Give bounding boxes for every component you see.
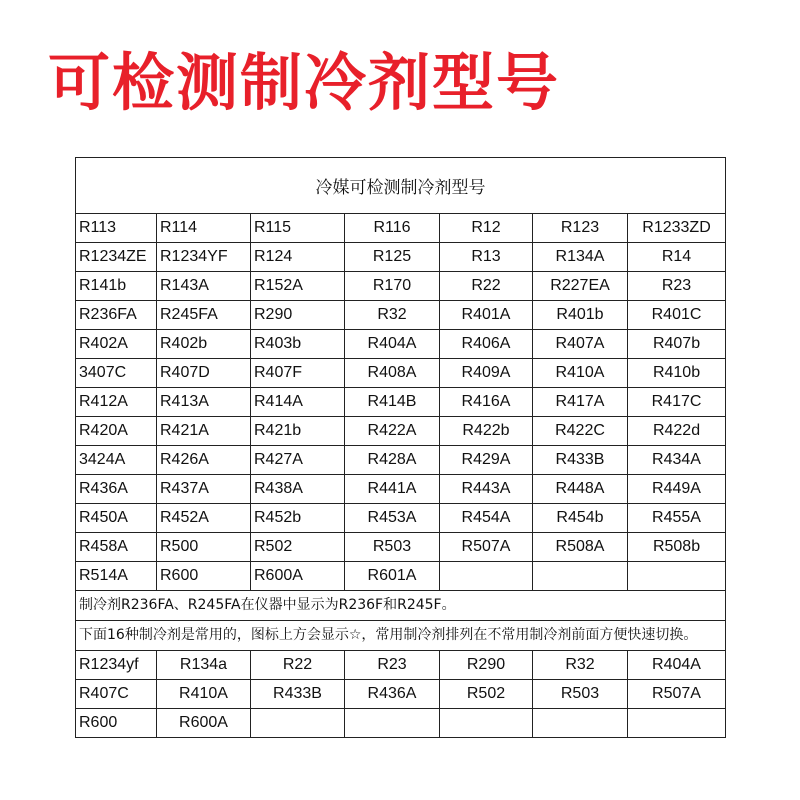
refrigerant-cell: R420A	[76, 417, 157, 446]
common-table-row	[76, 680, 726, 709]
table-row	[76, 446, 726, 475]
refrigerant-cell: R449A	[628, 475, 726, 504]
refrigerant-cell: R134A	[533, 243, 628, 272]
empty-cell	[440, 562, 533, 591]
refrigerant-cell: R236FA	[76, 301, 157, 330]
refrigerant-cell: R290	[440, 651, 533, 680]
refrigerant-cell: R452A	[157, 504, 251, 533]
refrigerant-cell: R1234ZE	[76, 243, 157, 272]
refrigerant-cell: R600	[157, 562, 251, 591]
refrigerant-cell: R245FA	[157, 301, 251, 330]
refrigerant-cell: R453A	[345, 504, 440, 533]
refrigerant-cell: R404A	[628, 651, 726, 680]
refrigerant-cell: R23	[345, 651, 440, 680]
refrigerant-cell: R152A	[251, 272, 345, 301]
refrigerant-cell: 3407C	[76, 359, 157, 388]
refrigerant-cell: R438A	[251, 475, 345, 504]
empty-cell	[440, 709, 533, 738]
table-row	[76, 562, 726, 591]
refrigerant-cell: R402b	[157, 330, 251, 359]
refrigerant-cell: R116	[345, 214, 440, 243]
refrigerant-cell: R426A	[157, 446, 251, 475]
refrigerant-cell: R429A	[440, 446, 533, 475]
refrigerant-cell: R412A	[76, 388, 157, 417]
refrigerant-cell: R407C	[76, 680, 157, 709]
refrigerant-cell: R427A	[251, 446, 345, 475]
refrigerant-cell: R437A	[157, 475, 251, 504]
note-display-names: 制冷剂R236FA、R245FA在仪器中显示为R236F和R245F。	[76, 591, 726, 621]
refrigerant-table	[75, 157, 726, 738]
refrigerant-cell: R401A	[440, 301, 533, 330]
empty-cell	[533, 562, 628, 591]
refrigerant-cell: R407A	[533, 330, 628, 359]
refrigerant-cell: R433B	[533, 446, 628, 475]
refrigerant-cell: R410b	[628, 359, 726, 388]
table-row	[76, 330, 726, 359]
refrigerant-cell: R403b	[251, 330, 345, 359]
table-row	[76, 388, 726, 417]
refrigerant-cell: R23	[628, 272, 726, 301]
refrigerant-cell: R507A	[628, 680, 726, 709]
refrigerant-cell: R508A	[533, 533, 628, 562]
page-title: 可检测制冷剂型号	[48, 46, 561, 119]
table-row	[76, 359, 726, 388]
refrigerant-cell: R422C	[533, 417, 628, 446]
refrigerant-cell: R417A	[533, 388, 628, 417]
refrigerant-cell: R416A	[440, 388, 533, 417]
refrigerant-cell: R113	[76, 214, 157, 243]
refrigerant-cell: R407b	[628, 330, 726, 359]
refrigerant-cell: R422d	[628, 417, 726, 446]
refrigerant-cell: R32	[533, 651, 628, 680]
refrigerant-cell: R508b	[628, 533, 726, 562]
refrigerant-cell: R503	[533, 680, 628, 709]
empty-cell	[533, 709, 628, 738]
refrigerant-cell: R433B	[251, 680, 345, 709]
refrigerant-cell: R600A	[157, 709, 251, 738]
refrigerant-cell: 3424A	[76, 446, 157, 475]
refrigerant-cell: R454A	[440, 504, 533, 533]
refrigerant-cell: R1234yf	[76, 651, 157, 680]
refrigerant-cell: R428A	[345, 446, 440, 475]
refrigerant-cell: R448A	[533, 475, 628, 504]
refrigerant-cell: R441A	[345, 475, 440, 504]
refrigerant-cell: R406A	[440, 330, 533, 359]
empty-cell	[628, 562, 726, 591]
table-row	[76, 475, 726, 504]
refrigerant-cell: R115	[251, 214, 345, 243]
refrigerant-cell: R452b	[251, 504, 345, 533]
refrigerant-cell: R514A	[76, 562, 157, 591]
refrigerant-cell: R143A	[157, 272, 251, 301]
refrigerant-cell: R227EA	[533, 272, 628, 301]
common-table-row	[76, 709, 726, 738]
table-row	[76, 214, 726, 243]
refrigerant-cell: R410A	[533, 359, 628, 388]
table-row	[76, 272, 726, 301]
refrigerant-cell: R1233ZD	[628, 214, 726, 243]
refrigerant-cell: R125	[345, 243, 440, 272]
refrigerant-cell: R290	[251, 301, 345, 330]
table-title: 冷媒可检测制冷剂型号	[76, 158, 726, 214]
refrigerant-cell: R454b	[533, 504, 628, 533]
refrigerant-cell: R601A	[345, 562, 440, 591]
refrigerant-cell: R14	[628, 243, 726, 272]
refrigerant-table-container	[75, 157, 725, 738]
refrigerant-cell: R12	[440, 214, 533, 243]
note-common-refrigerants: 下面16种制冷剂是常用的，图标上方会显示☆，常用制冷剂排列在不常用制冷剂前面方便快速切换。	[76, 621, 726, 651]
refrigerant-cell: R455A	[628, 504, 726, 533]
refrigerant-cell: R401b	[533, 301, 628, 330]
refrigerant-cell: R502	[251, 533, 345, 562]
refrigerant-cell: R404A	[345, 330, 440, 359]
refrigerant-cell: R450A	[76, 504, 157, 533]
refrigerant-cell: R410A	[157, 680, 251, 709]
table-row	[76, 533, 726, 562]
refrigerant-cell: R500	[157, 533, 251, 562]
empty-cell	[628, 709, 726, 738]
table-row	[76, 504, 726, 533]
refrigerant-cell: R134a	[157, 651, 251, 680]
table-row	[76, 243, 726, 272]
refrigerant-cell: R600	[76, 709, 157, 738]
refrigerant-cell: R402A	[76, 330, 157, 359]
refrigerant-cell: R421A	[157, 417, 251, 446]
refrigerant-cell: R434A	[628, 446, 726, 475]
refrigerant-cell: R401C	[628, 301, 726, 330]
refrigerant-cell: R414A	[251, 388, 345, 417]
table-row	[76, 301, 726, 330]
refrigerant-cell: R170	[345, 272, 440, 301]
refrigerant-cell: R32	[345, 301, 440, 330]
refrigerant-cell: R407D	[157, 359, 251, 388]
refrigerant-cell: R1234YF	[157, 243, 251, 272]
refrigerant-cell: R409A	[440, 359, 533, 388]
refrigerant-cell: R13	[440, 243, 533, 272]
refrigerant-cell: R22	[251, 651, 345, 680]
refrigerant-cell: R502	[440, 680, 533, 709]
refrigerant-cell: R507A	[440, 533, 533, 562]
refrigerant-cell: R422b	[440, 417, 533, 446]
refrigerant-cell: R600A	[251, 562, 345, 591]
refrigerant-cell: R407F	[251, 359, 345, 388]
refrigerant-cell: R436A	[345, 680, 440, 709]
refrigerant-cell: R114	[157, 214, 251, 243]
refrigerant-cell: R124	[251, 243, 345, 272]
refrigerant-cell: R436A	[76, 475, 157, 504]
refrigerant-cell: R413A	[157, 388, 251, 417]
refrigerant-cell: R421b	[251, 417, 345, 446]
refrigerant-cell: R443A	[440, 475, 533, 504]
refrigerant-cell: R422A	[345, 417, 440, 446]
common-table-row	[76, 651, 726, 680]
empty-cell	[345, 709, 440, 738]
refrigerant-cell: R123	[533, 214, 628, 243]
refrigerant-cell: R417C	[628, 388, 726, 417]
refrigerant-cell: R414B	[345, 388, 440, 417]
table-row	[76, 417, 726, 446]
refrigerant-cell: R141b	[76, 272, 157, 301]
empty-cell	[251, 709, 345, 738]
refrigerant-cell: R503	[345, 533, 440, 562]
refrigerant-cell: R458A	[76, 533, 157, 562]
refrigerant-cell: R22	[440, 272, 533, 301]
refrigerant-cell: R408A	[345, 359, 440, 388]
